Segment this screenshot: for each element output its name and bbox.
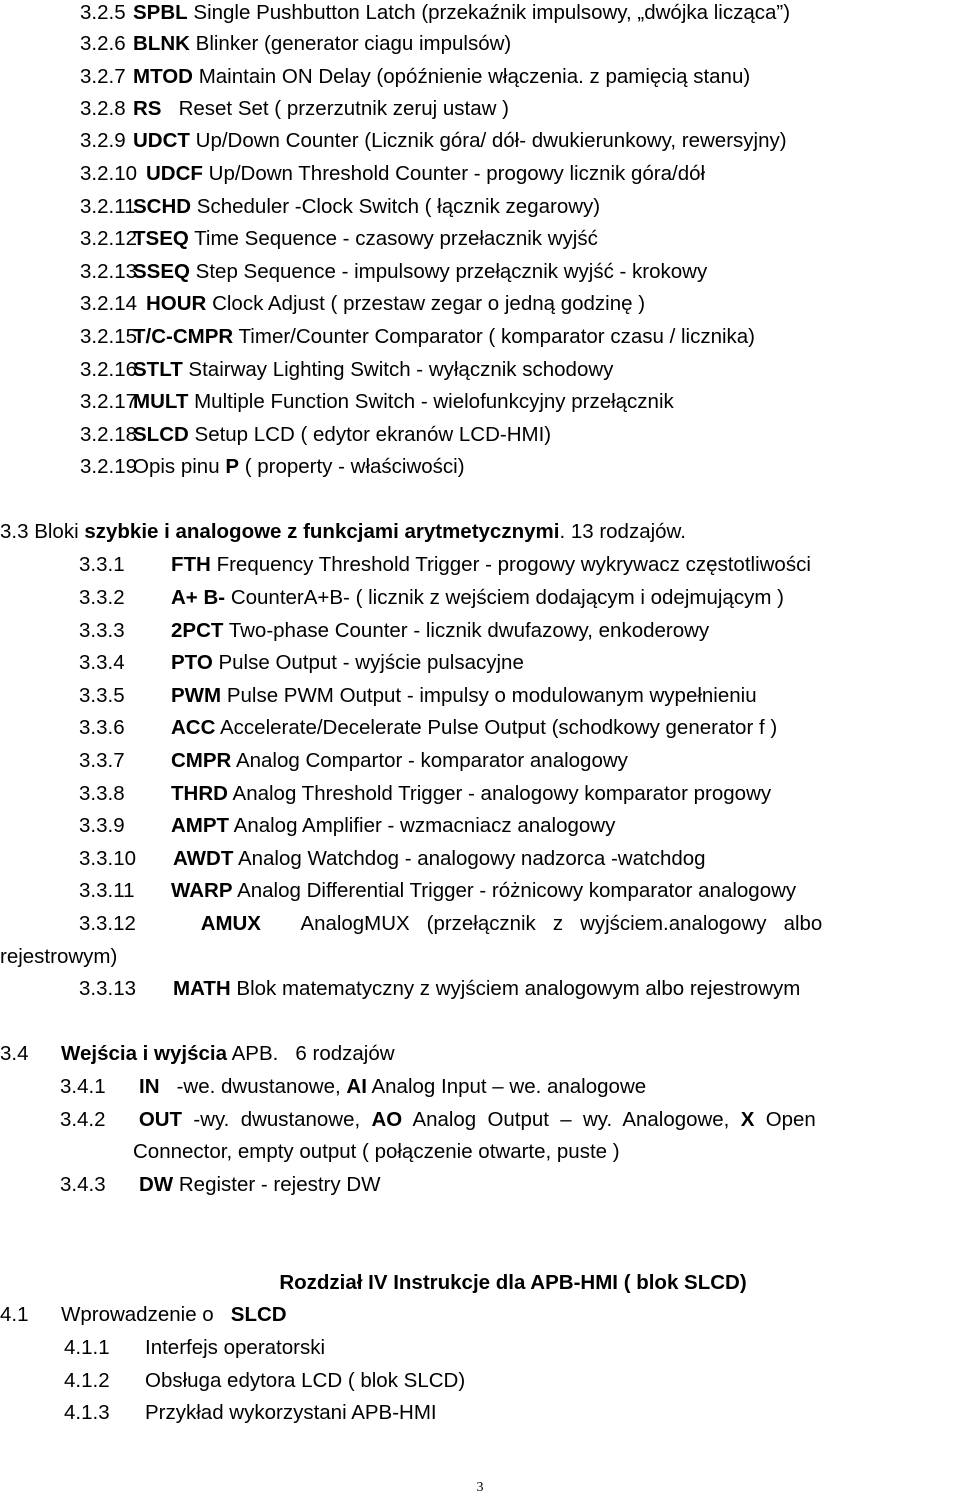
block-description: Pulse PWM Output - impulsy o modulowanym wypełnieniu (226, 684, 757, 707)
entry-number: 4.1.3 (64, 1401, 110, 1424)
block-description-continuation: Connector, empty output ( połączenie otwarte, puste ) (133, 1140, 620, 1163)
block-code: SLCD (133, 423, 189, 446)
block-code: MATH (173, 977, 231, 1000)
entry-number: 3.2.18 (80, 423, 137, 446)
block-description-continuation: rejestrowym) (0, 945, 118, 968)
block-code: AWDT (173, 847, 234, 870)
entry-number: 3.2.11 (80, 195, 136, 218)
block-description-tertiary: Open (765, 1108, 816, 1131)
entry-title: Interfejs operatorski (145, 1336, 326, 1359)
block-code: SSEQ (133, 260, 190, 283)
block-description: Clock Adjust ( przestaw zegar o jedną godzinę ) (212, 292, 646, 315)
entry-number: 4.1.1 (64, 1336, 110, 1359)
block-code: AMPT (171, 814, 230, 837)
block-code: MULT (133, 390, 189, 413)
entry-number: 3.4.3 (60, 1173, 106, 1196)
section-title-suffix: APB. 6 rodzajów (231, 1042, 395, 1065)
block-code-secondary: AO (371, 1108, 403, 1131)
entry-number: 3.2.12 (80, 227, 137, 250)
section-title: Wprowadzenie o (61, 1303, 214, 1326)
block-code: DW (139, 1173, 174, 1196)
block-code: T/C-CMPR (133, 325, 234, 348)
block-description: Analog Threshold Trigger - analogowy komparator progowy (232, 782, 772, 805)
block-code: HOUR (146, 292, 207, 315)
block-description: Analog Compartor - komparator analogowy (235, 749, 628, 772)
block-description: AnalogMUX (przełącznik z wyjściem.analogowy albo (300, 912, 823, 935)
block-description: CounterA+B- ( licznik z wejściem dodającym i odejmującym ) (230, 586, 784, 609)
block-description: Time Sequence - czasowy przełacznik wyjść (194, 227, 598, 250)
block-code: UDCF (146, 162, 203, 185)
entry-number: 3.2.19 (80, 455, 137, 478)
entry-number: 3.3.7 (79, 749, 125, 772)
chapter-heading (0, 1270, 960, 1296)
block-description: Accelerate/Decelerate Pulse Output (schodkowy generator f ) (220, 716, 778, 739)
entry-number: 3.2.15 (80, 325, 137, 348)
entry-number: 3.3.2 (79, 586, 125, 609)
entry-number: 3.2.17 (80, 390, 137, 413)
block-code: RS (133, 97, 162, 120)
block-code: CMPR (171, 749, 232, 772)
block-description: Blinker (generator ciagu impulsów) (195, 32, 512, 55)
entry-title: Obsługa edytora LCD ( blok SLCD) (145, 1369, 466, 1392)
block-code: WARP (171, 879, 233, 902)
block-code: OUT (138, 1108, 183, 1131)
entry-title: Przykład wykorzystani APB-HMI (145, 1401, 437, 1424)
entry-number: 4.1.2 (64, 1369, 110, 1392)
block-code: FTH (171, 553, 211, 576)
block-description: Up/Down Counter (Licznik góra/ dół- dwukierunkowy, rewersyjny) (195, 129, 787, 152)
block-description: Multiple Function Switch - wielofunkcyjny przełącznik (194, 390, 674, 413)
entry-number: 3.3.10 (79, 847, 136, 870)
block-description: Register - rejestry DW (178, 1173, 381, 1196)
entry-number: 3.2.7 (80, 65, 126, 88)
block-description: Pulse Output - wyjście pulsacyjne (218, 651, 524, 674)
section-number: 3.4 (0, 1042, 29, 1065)
entry-number: 3.3.1 (79, 553, 125, 576)
page-number: 3 (476, 1480, 484, 1495)
entry-number: 3.4.2 (60, 1108, 106, 1131)
entry-number: 3.3.8 (79, 782, 125, 805)
entry-number: 3.3.12 (79, 912, 136, 935)
block-code: SPBL (133, 1, 188, 24)
block-code: THRD (171, 782, 228, 805)
entry-number: 3.2.13 (80, 260, 137, 283)
entry-number: 3.3.4 (79, 651, 125, 674)
block-code: MTOD (133, 65, 193, 88)
entry-number: 3.2.8 (80, 97, 126, 120)
block-description: Step Sequence - impulsowy przełącznik wyjść - krokowy (195, 260, 708, 283)
chapter-title: Rozdział IV Instrukcje dla APB-HMI ( blok SLCD) (279, 1271, 747, 1294)
entry-number: 3.3.5 (79, 684, 125, 707)
block-code: TSEQ (133, 227, 189, 250)
block-description: Timer/Counter Comparator ( komparator czasu / licznika) (238, 325, 756, 348)
entry-number: 3.3.13 (79, 977, 136, 1000)
block-description: Reset Set ( przerzutnik zeruj ustaw ) (178, 97, 509, 120)
block-code: STLT (133, 358, 183, 381)
block-description: Maintain ON Delay (opóźnienie włączenia. z pamięcią stanu) (198, 65, 751, 88)
block-description: Analog Differential Trigger - różnicowy komparator analogowy (237, 879, 797, 902)
section-number: 3.3 (0, 520, 29, 543)
block-code: SLCD (230, 1303, 287, 1326)
block-code: IN (139, 1075, 160, 1098)
entry-number: 3.4.1 (60, 1075, 106, 1098)
block-code: BLNK (133, 32, 190, 55)
section-title-suffix: . 13 rodzajów. (559, 520, 686, 543)
block-description: Up/Down Threshold Counter - progowy licznik góra/dół (208, 162, 706, 185)
entry-number: 3.3.9 (79, 814, 125, 837)
section-title-prefix: Bloki (34, 520, 79, 543)
block-description: Analog Watchdog - analogowy nadzorca -watchdog (237, 847, 706, 870)
entry-number: 3.2.9 (80, 129, 126, 152)
entry-number: 3.2.14 (80, 292, 137, 315)
section-title-bold: szybkie i analogowe z funkcjami arytmetycznymi (84, 520, 560, 543)
block-description: -wy. dwustanowe, (193, 1108, 361, 1131)
entry-number: 3.2.10 (80, 162, 137, 185)
block-code-tertiary: X (740, 1108, 755, 1131)
block-description: Two-phase Counter - licznik dwufazowy, enkoderowy (228, 619, 710, 642)
entry-number: 3.3.6 (79, 716, 125, 739)
section-title-bold: Wejścia i wyjścia (61, 1042, 228, 1065)
entry-number: 3.2.5 (80, 1, 126, 24)
section-number: 4.1 (0, 1303, 29, 1326)
block-description: Scheduler -Clock Switch ( łącznik zegarowy) (196, 195, 601, 218)
entry-number: 3.2.16 (80, 358, 137, 381)
block-code: ACC (171, 716, 216, 739)
block-code: A+ B- (171, 586, 226, 609)
block-code: P (225, 455, 239, 478)
block-description: Frequency Threshold Trigger - progowy wykrywacz częstotliwości (216, 553, 811, 576)
entry-number: 3.3.11 (79, 879, 135, 902)
block-code: PWM (171, 684, 222, 707)
block-code: 2PCT (171, 619, 224, 642)
block-description: Stairway Lighting Switch - wyłącznik schodowy (188, 358, 614, 381)
block-description: Single Pushbutton Latch (przekaźnik impulsowy, „dwójka licząca”) (193, 1, 791, 24)
block-description: Opis pinu (133, 455, 220, 478)
entry-number: 3.3.3 (79, 619, 125, 642)
block-description: -we. dwustanowe, (176, 1075, 341, 1098)
block-code-secondary: AI (346, 1075, 367, 1098)
block-description: Setup LCD ( edytor ekranów LCD-HMI) (194, 423, 552, 446)
block-description: Blok matematyczny z wyjściem analogowym albo rejestrowym (236, 977, 801, 1000)
block-description-suffix: ( property - właściwości) (244, 455, 465, 478)
block-code: AMUX (200, 912, 261, 935)
block-code: SCHD (133, 195, 192, 218)
entry-number: 3.2.6 (80, 32, 126, 55)
block-description-secondary: Analog Output – wy. Analogowe, (412, 1108, 730, 1131)
block-code: PTO (171, 651, 213, 674)
block-description: Analog Amplifier - wzmacniacz analogowy (233, 814, 616, 837)
block-code: UDCT (133, 129, 190, 152)
block-description-secondary: Analog Input – we. analogowe (371, 1075, 647, 1098)
